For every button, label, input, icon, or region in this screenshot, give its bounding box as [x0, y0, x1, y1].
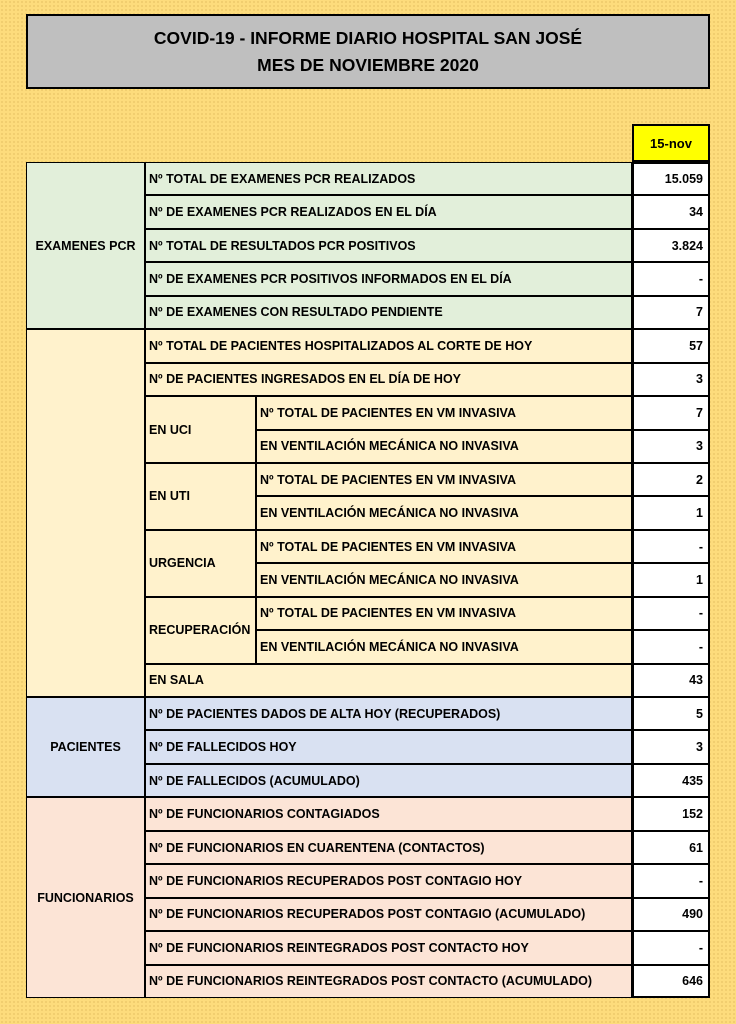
section-hospitalizados — [26, 329, 145, 697]
row-value: 435 — [632, 764, 710, 797]
row-value: - — [632, 630, 710, 663]
row-value: 3 — [632, 363, 710, 396]
row-label: Nº TOTAL DE EXAMENES PCR REALIZADOS — [145, 162, 632, 195]
date-header-cell: 15-nov — [632, 124, 710, 162]
section-pacientes: PACIENTES — [26, 697, 145, 797]
group-en-uci: EN UCI — [145, 396, 256, 463]
row-label: Nº DE PACIENTES DADOS DE ALTA HOY (RECUPERADOS) — [145, 697, 632, 730]
row-label: EN VENTILACIÓN MECÁNICA NO INVASIVA — [256, 496, 632, 529]
row-label: Nº DE FUNCIONARIOS RECUPERADOS POST CONTAGIO HOY — [145, 864, 632, 897]
row-label: Nº TOTAL DE PACIENTES EN VM INVASIVA — [256, 463, 632, 496]
group-en-uti: EN UTI — [145, 463, 256, 530]
group-urgencia: URGENCIA — [145, 530, 256, 597]
row-value: 34 — [632, 195, 710, 228]
row-label: Nº DE EXAMENES PCR REALIZADOS EN EL DÍA — [145, 195, 632, 228]
row-label: EN VENTILACIÓN MECÁNICA NO INVASIVA — [256, 630, 632, 663]
row-value: - — [632, 931, 710, 964]
row-label: Nº TOTAL DE PACIENTES HOSPITALIZADOS AL CORTE DE HOY — [145, 329, 632, 362]
row-value: 490 — [632, 898, 710, 931]
row-value: 152 — [632, 797, 710, 830]
row-label: Nº TOTAL DE RESULTADOS PCR POSITIVOS — [145, 229, 632, 262]
row-value: 1 — [632, 563, 710, 596]
row-label: Nº TOTAL DE PACIENTES EN VM INVASIVA — [256, 396, 632, 429]
row-value: - — [632, 864, 710, 897]
row-value: 646 — [632, 965, 710, 998]
row-value: 3 — [632, 730, 710, 763]
section-examenes-pcr: EXAMENES PCR — [26, 162, 145, 329]
row-label: Nº DE FUNCIONARIOS EN CUARENTENA (CONTACTOS) — [145, 831, 632, 864]
row-value: 43 — [632, 664, 710, 697]
row-value: 7 — [632, 396, 710, 429]
row-label: Nº DE EXAMENES PCR POSITIVOS INFORMADOS EN EL DÍA — [145, 262, 632, 295]
row-label: Nº TOTAL DE PACIENTES EN VM INVASIVA — [256, 597, 632, 630]
row-label: Nº DE FUNCIONARIOS REINTEGRADOS POST CONTACTO HOY — [145, 931, 632, 964]
section-funcionarios: FUNCIONARIOS — [26, 797, 145, 998]
row-value: 3 — [632, 430, 710, 463]
row-value: 57 — [632, 329, 710, 362]
row-label: Nº DE EXAMENES CON RESULTADO PENDIENTE — [145, 296, 632, 329]
report-subtitle: MES DE NOVIEMBRE 2020 — [257, 54, 479, 75]
row-value: - — [632, 262, 710, 295]
row-value: - — [632, 530, 710, 563]
row-label: Nº DE PACIENTES INGRESADOS EN EL DÍA DE HOY — [145, 363, 632, 396]
row-value: 1 — [632, 496, 710, 529]
group-recuperacion: RECUPERACIÓN — [145, 597, 256, 664]
row-label: EN VENTILACIÓN MECÁNICA NO INVASIVA — [256, 430, 632, 463]
row-value: 7 — [632, 296, 710, 329]
row-value: 3.824 — [632, 229, 710, 262]
row-value: 15.059 — [632, 162, 710, 195]
row-value: - — [632, 597, 710, 630]
row-label: EN VENTILACIÓN MECÁNICA NO INVASIVA — [256, 563, 632, 596]
row-value: 5 — [632, 697, 710, 730]
row-value: 2 — [632, 463, 710, 496]
row-label: EN SALA — [145, 664, 632, 697]
row-label: Nº DE FUNCIONARIOS REINTEGRADOS POST CONTACTO (ACUMULADO) — [145, 965, 632, 998]
row-label: Nº DE FUNCIONARIOS CONTAGIADOS — [145, 797, 632, 830]
row-label: Nº DE FALLECIDOS HOY — [145, 730, 632, 763]
report-title: COVID-19 - INFORME DIARIO HOSPITAL SAN JOSÉ — [153, 27, 583, 48]
row-label: Nº DE FALLECIDOS (ACUMULADO) — [145, 764, 632, 797]
row-label: Nº TOTAL DE PACIENTES EN VM INVASIVA — [256, 530, 632, 563]
row-value: 61 — [632, 831, 710, 864]
report-header — [26, 14, 710, 89]
row-label: Nº DE FUNCIONARIOS RECUPERADOS POST CONTAGIO (ACUMULADO) — [145, 898, 632, 931]
